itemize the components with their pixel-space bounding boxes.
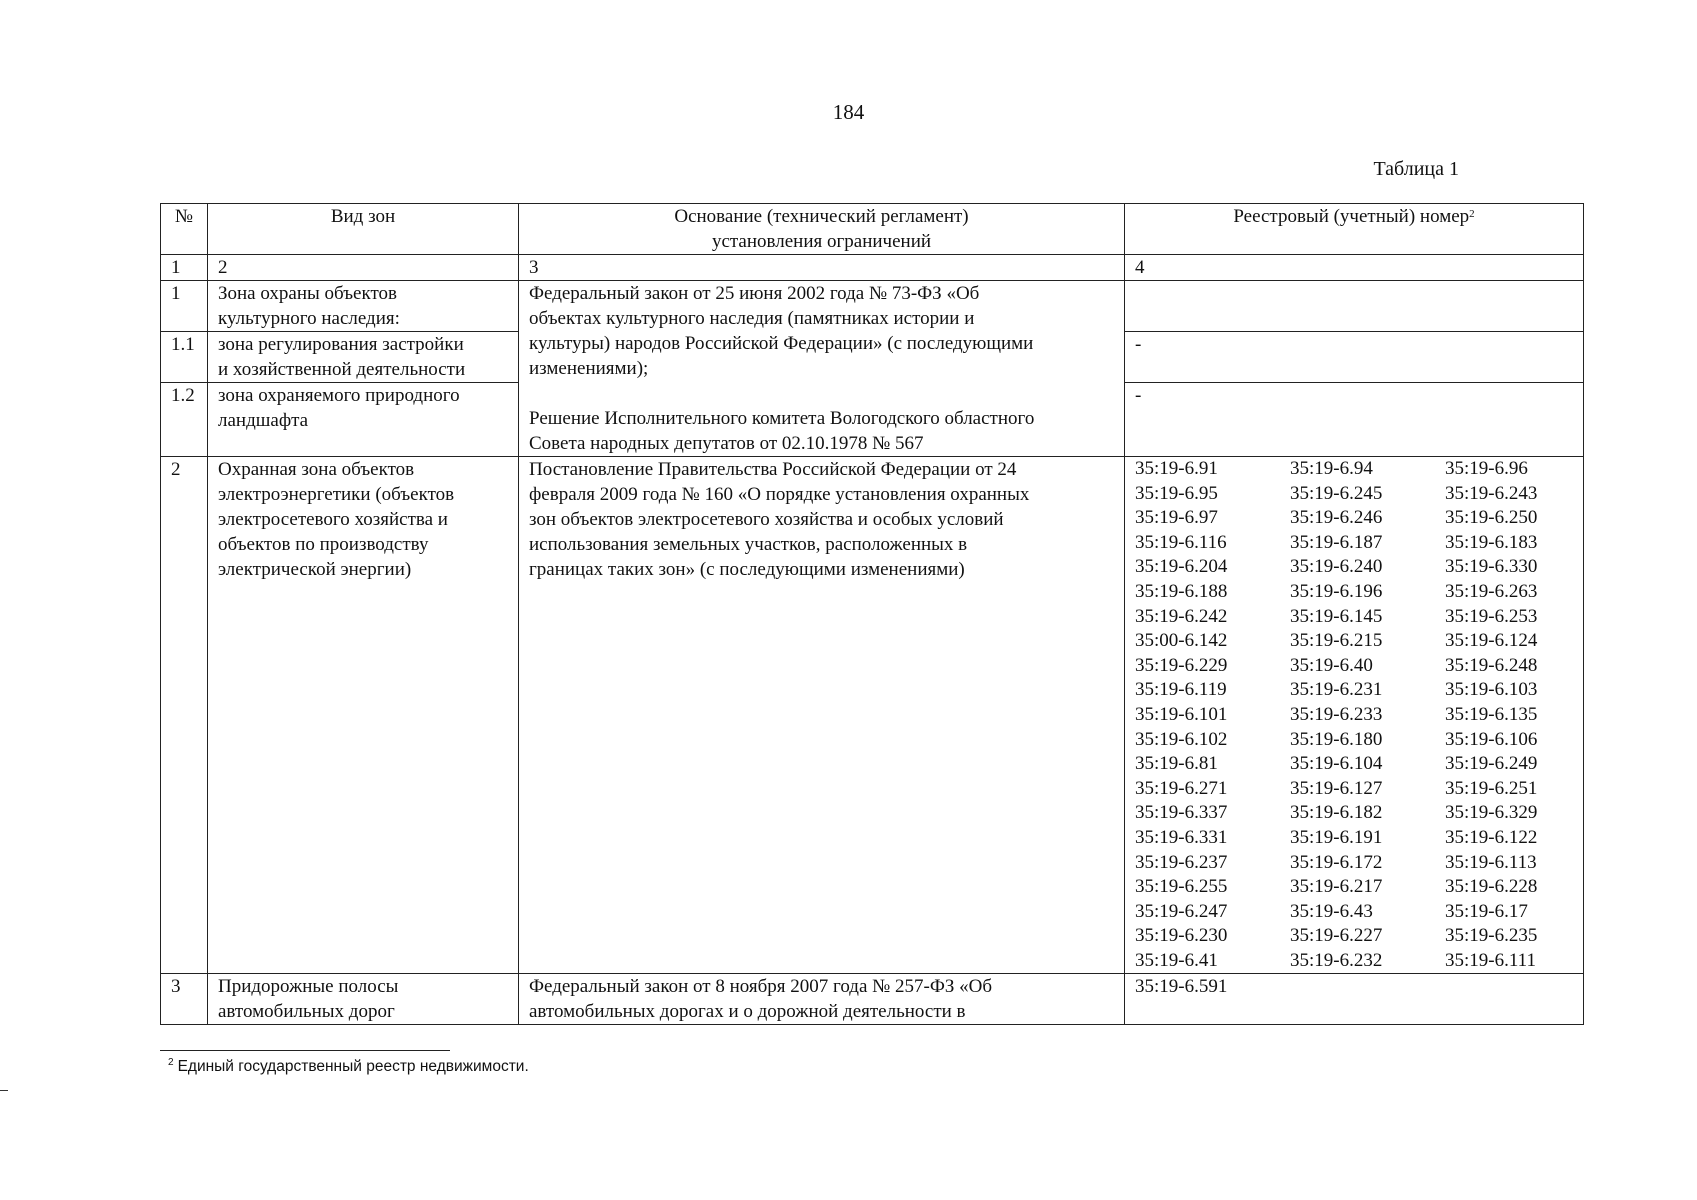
registry-number: 35:19-6.106	[1445, 728, 1538, 750]
registry-number: 35:19-6.135	[1445, 703, 1538, 725]
registry-number: 35:19-6.145	[1290, 605, 1383, 627]
basis-line: изменениями);	[529, 358, 649, 379]
registry-number: 35:19-6.104	[1290, 753, 1383, 775]
registry-number: 35:19-6.182	[1290, 802, 1383, 824]
restrictions-table	[160, 203, 1584, 1025]
registry-number: 35:19-6.183	[1445, 531, 1538, 553]
zone-name-line: автомобильных дорог	[218, 1001, 395, 1023]
registry-number: 35:19-6.113	[1445, 851, 1537, 873]
registry-number: 35:19-6.116	[1135, 531, 1227, 553]
registry-number-grid	[1135, 457, 1583, 973]
registry-number: 35:19-6.94	[1290, 458, 1373, 479]
footnote-reference: 2	[1469, 208, 1475, 220]
registry-number: 35:19-6.229	[1135, 654, 1228, 676]
registry-number: 35:19-6.242	[1135, 605, 1228, 627]
header-registry-label: Реестровый (учетный) номер	[1233, 206, 1470, 227]
header-basis	[519, 204, 1125, 255]
basis-line: автомобильных дорогах и о дорожной деятельности в	[529, 1001, 966, 1023]
registry-number: 35:19-6.232	[1290, 949, 1383, 971]
registry-number: 35:19-6.248	[1445, 654, 1538, 676]
basis-line: Постановление Правительства Российской Федерации от 24	[529, 459, 1017, 480]
header-basis-line-2: установления ограничений	[711, 231, 932, 252]
row-number: 1	[161, 281, 208, 332]
column-number-2: 2	[208, 255, 519, 281]
zone-name-line: Придорожные полосы	[218, 976, 399, 998]
registry-number: 35:19-6.103	[1445, 679, 1538, 701]
zone-name-line: электрической энергии)	[218, 559, 412, 580]
table-row	[161, 974, 1584, 1025]
registry-number: 35:19-6.591	[1125, 974, 1584, 1025]
zone-name-line: электроэнергетики (объектов	[218, 484, 455, 505]
registry-number: 35:19-6.227	[1290, 925, 1383, 947]
registry-number: 35:19-6.188	[1135, 580, 1228, 602]
registry-number: 35:19-6.81	[1135, 753, 1218, 775]
registry-number: 35:19-6.187	[1290, 531, 1383, 553]
registry-number: -	[1125, 332, 1584, 383]
registry-number: 35:19-6.180	[1290, 728, 1383, 750]
page-number: 184	[832, 100, 865, 124]
table-row	[161, 281, 1584, 332]
registry-number: 35:19-6.237	[1135, 851, 1228, 873]
header-basis-line-1: Основание (технический регламент)	[674, 206, 969, 227]
registry-number: 35:19-6.41	[1135, 949, 1218, 971]
footnote-text: Единый государственный реестр недвижимости.	[177, 1058, 529, 1075]
scan-edge-mark	[0, 1090, 8, 1091]
registry-number: 35:19-6.122	[1445, 826, 1538, 848]
registry-number: 35:19-6.196	[1290, 580, 1383, 602]
basis-text	[519, 457, 1125, 974]
basis-line: объектах культурного наследия (памятниках истории и	[529, 308, 975, 329]
zone-name	[208, 457, 519, 974]
registry-number: -	[1125, 383, 1584, 457]
registry-number: 35:19-6.235	[1445, 925, 1538, 947]
footnote-separator	[160, 1050, 450, 1051]
registry-number: 35:19-6.101	[1135, 703, 1228, 725]
zone-name-line: и хозяйственной деятельности	[218, 359, 466, 380]
zone-name	[208, 281, 519, 332]
column-number-4: 4	[1125, 255, 1584, 281]
registry-number: 35:19-6.240	[1290, 556, 1383, 578]
row-number: 1.1	[161, 332, 208, 383]
basis-line: границах таких зон» (с последующими изменениями)	[529, 559, 965, 580]
registry-number: 35:19-6.331	[1135, 826, 1228, 848]
registry-number: 35:19-6.247	[1135, 900, 1228, 922]
table-caption: Таблица 1	[1373, 158, 1459, 180]
header-number-label: №	[174, 206, 194, 227]
registry-number: 35:19-6.251	[1445, 777, 1538, 799]
header-registry-number	[1125, 204, 1584, 255]
registry-number: 35:19-6.17	[1445, 900, 1528, 922]
registry-number: 35:19-6.215	[1290, 630, 1383, 652]
registry-number: 35:19-6.253	[1445, 605, 1538, 627]
registry-number: 35:19-6.255	[1135, 876, 1228, 898]
basis-line: февраля 2009 года № 160 «О порядке установления охранных	[529, 484, 1030, 505]
registry-number: 35:19-6.172	[1290, 851, 1383, 873]
basis-line: Федеральный закон от 25 июня 2002 года № 73-ФЗ «Об	[529, 283, 980, 304]
zone-name-line: Охранная зона объектов	[218, 459, 415, 480]
zone-name-line: зона охраняемого природного	[218, 385, 460, 406]
registry-number: 35:00-6.142	[1135, 630, 1228, 652]
registry-number: 35:19-6.245	[1290, 482, 1383, 504]
basis-line: культуры) народов Российской Федерации» (с последующими	[529, 333, 1034, 354]
registry-number: 35:19-6.43	[1290, 900, 1373, 922]
registry-number	[1125, 281, 1584, 332]
registry-number: 35:19-6.97	[1135, 507, 1218, 529]
zone-name-line: электросетевого хозяйства и	[218, 509, 448, 530]
registry-number: 35:19-6.111	[1445, 949, 1536, 971]
registry-number: 35:19-6.329	[1445, 802, 1538, 824]
basis-text	[519, 281, 1125, 457]
column-number-1: 1	[161, 255, 208, 281]
basis-line: зон объектов электросетевого хозяйства и особых условий	[529, 509, 1004, 530]
registry-number: 35:19-6.91	[1135, 458, 1218, 479]
zone-name-line: ландшафта	[218, 410, 309, 431]
table-row	[161, 457, 1584, 974]
header-number	[161, 204, 208, 255]
row-number: 3	[161, 974, 208, 1025]
zone-name	[208, 383, 519, 457]
registry-number: 35:19-6.271	[1135, 777, 1228, 799]
registry-number: 35:19-6.337	[1135, 802, 1228, 824]
zone-name-line: зона регулирования застройки	[218, 334, 464, 355]
registry-number: 35:19-6.127	[1290, 777, 1383, 799]
registry-number: 35:19-6.119	[1135, 679, 1227, 701]
header-zone-type-label: Вид зон	[330, 206, 396, 227]
registry-number: 35:19-6.233	[1290, 703, 1383, 725]
registry-number: 35:19-6.95	[1135, 482, 1218, 504]
registry-number-list	[1125, 457, 1584, 974]
zone-name-line: объектов по производству	[218, 534, 429, 555]
footnote	[168, 1058, 529, 1076]
registry-number: 35:19-6.250	[1445, 507, 1538, 529]
basis-line: Совета народных депутатов от 02.10.1978 № 567	[529, 433, 924, 454]
registry-number: 35:19-6.231	[1290, 679, 1383, 701]
registry-number: 35:19-6.330	[1445, 556, 1538, 578]
registry-number: 35:19-6.204	[1135, 556, 1228, 578]
registry-number: 35:19-6.124	[1445, 630, 1538, 652]
registry-number: 35:19-6.230	[1135, 925, 1228, 947]
registry-number: 35:19-6.96	[1445, 458, 1528, 479]
zone-name-line: культурного наследия:	[218, 308, 400, 329]
registry-number: 35:19-6.228	[1445, 876, 1538, 898]
row-number: 1.2	[161, 383, 208, 457]
column-number-row	[161, 255, 1584, 281]
basis-line: использования земельных участков, расположенных в	[529, 534, 968, 555]
registry-number: 35:19-6.243	[1445, 482, 1538, 504]
basis-text	[519, 974, 1125, 1025]
basis-line: Федеральный закон от 8 ноября 2007 года № 257-ФЗ «Об	[529, 976, 993, 998]
header-zone-type	[208, 204, 519, 255]
basis-line: Решение Исполнительного комитета Вологодского областного	[529, 408, 1035, 429]
registry-number: 35:19-6.102	[1135, 728, 1228, 750]
registry-number: 35:19-6.40	[1290, 654, 1373, 676]
registry-number: 35:19-6.217	[1290, 876, 1383, 898]
zone-name	[208, 974, 519, 1025]
table-header-row	[161, 204, 1584, 255]
row-number: 2	[161, 457, 208, 974]
registry-number: 35:19-6.249	[1445, 753, 1538, 775]
registry-number: 35:19-6.191	[1290, 826, 1383, 848]
zone-name	[208, 332, 519, 383]
registry-number: 35:19-6.246	[1290, 507, 1383, 529]
registry-number: 35:19-6.263	[1445, 580, 1538, 602]
basis-spacer	[529, 381, 1114, 406]
zone-name-line: Зона охраны объектов	[218, 283, 397, 304]
column-number-3: 3	[519, 255, 1125, 281]
footnote-marker: 2	[168, 1057, 174, 1068]
